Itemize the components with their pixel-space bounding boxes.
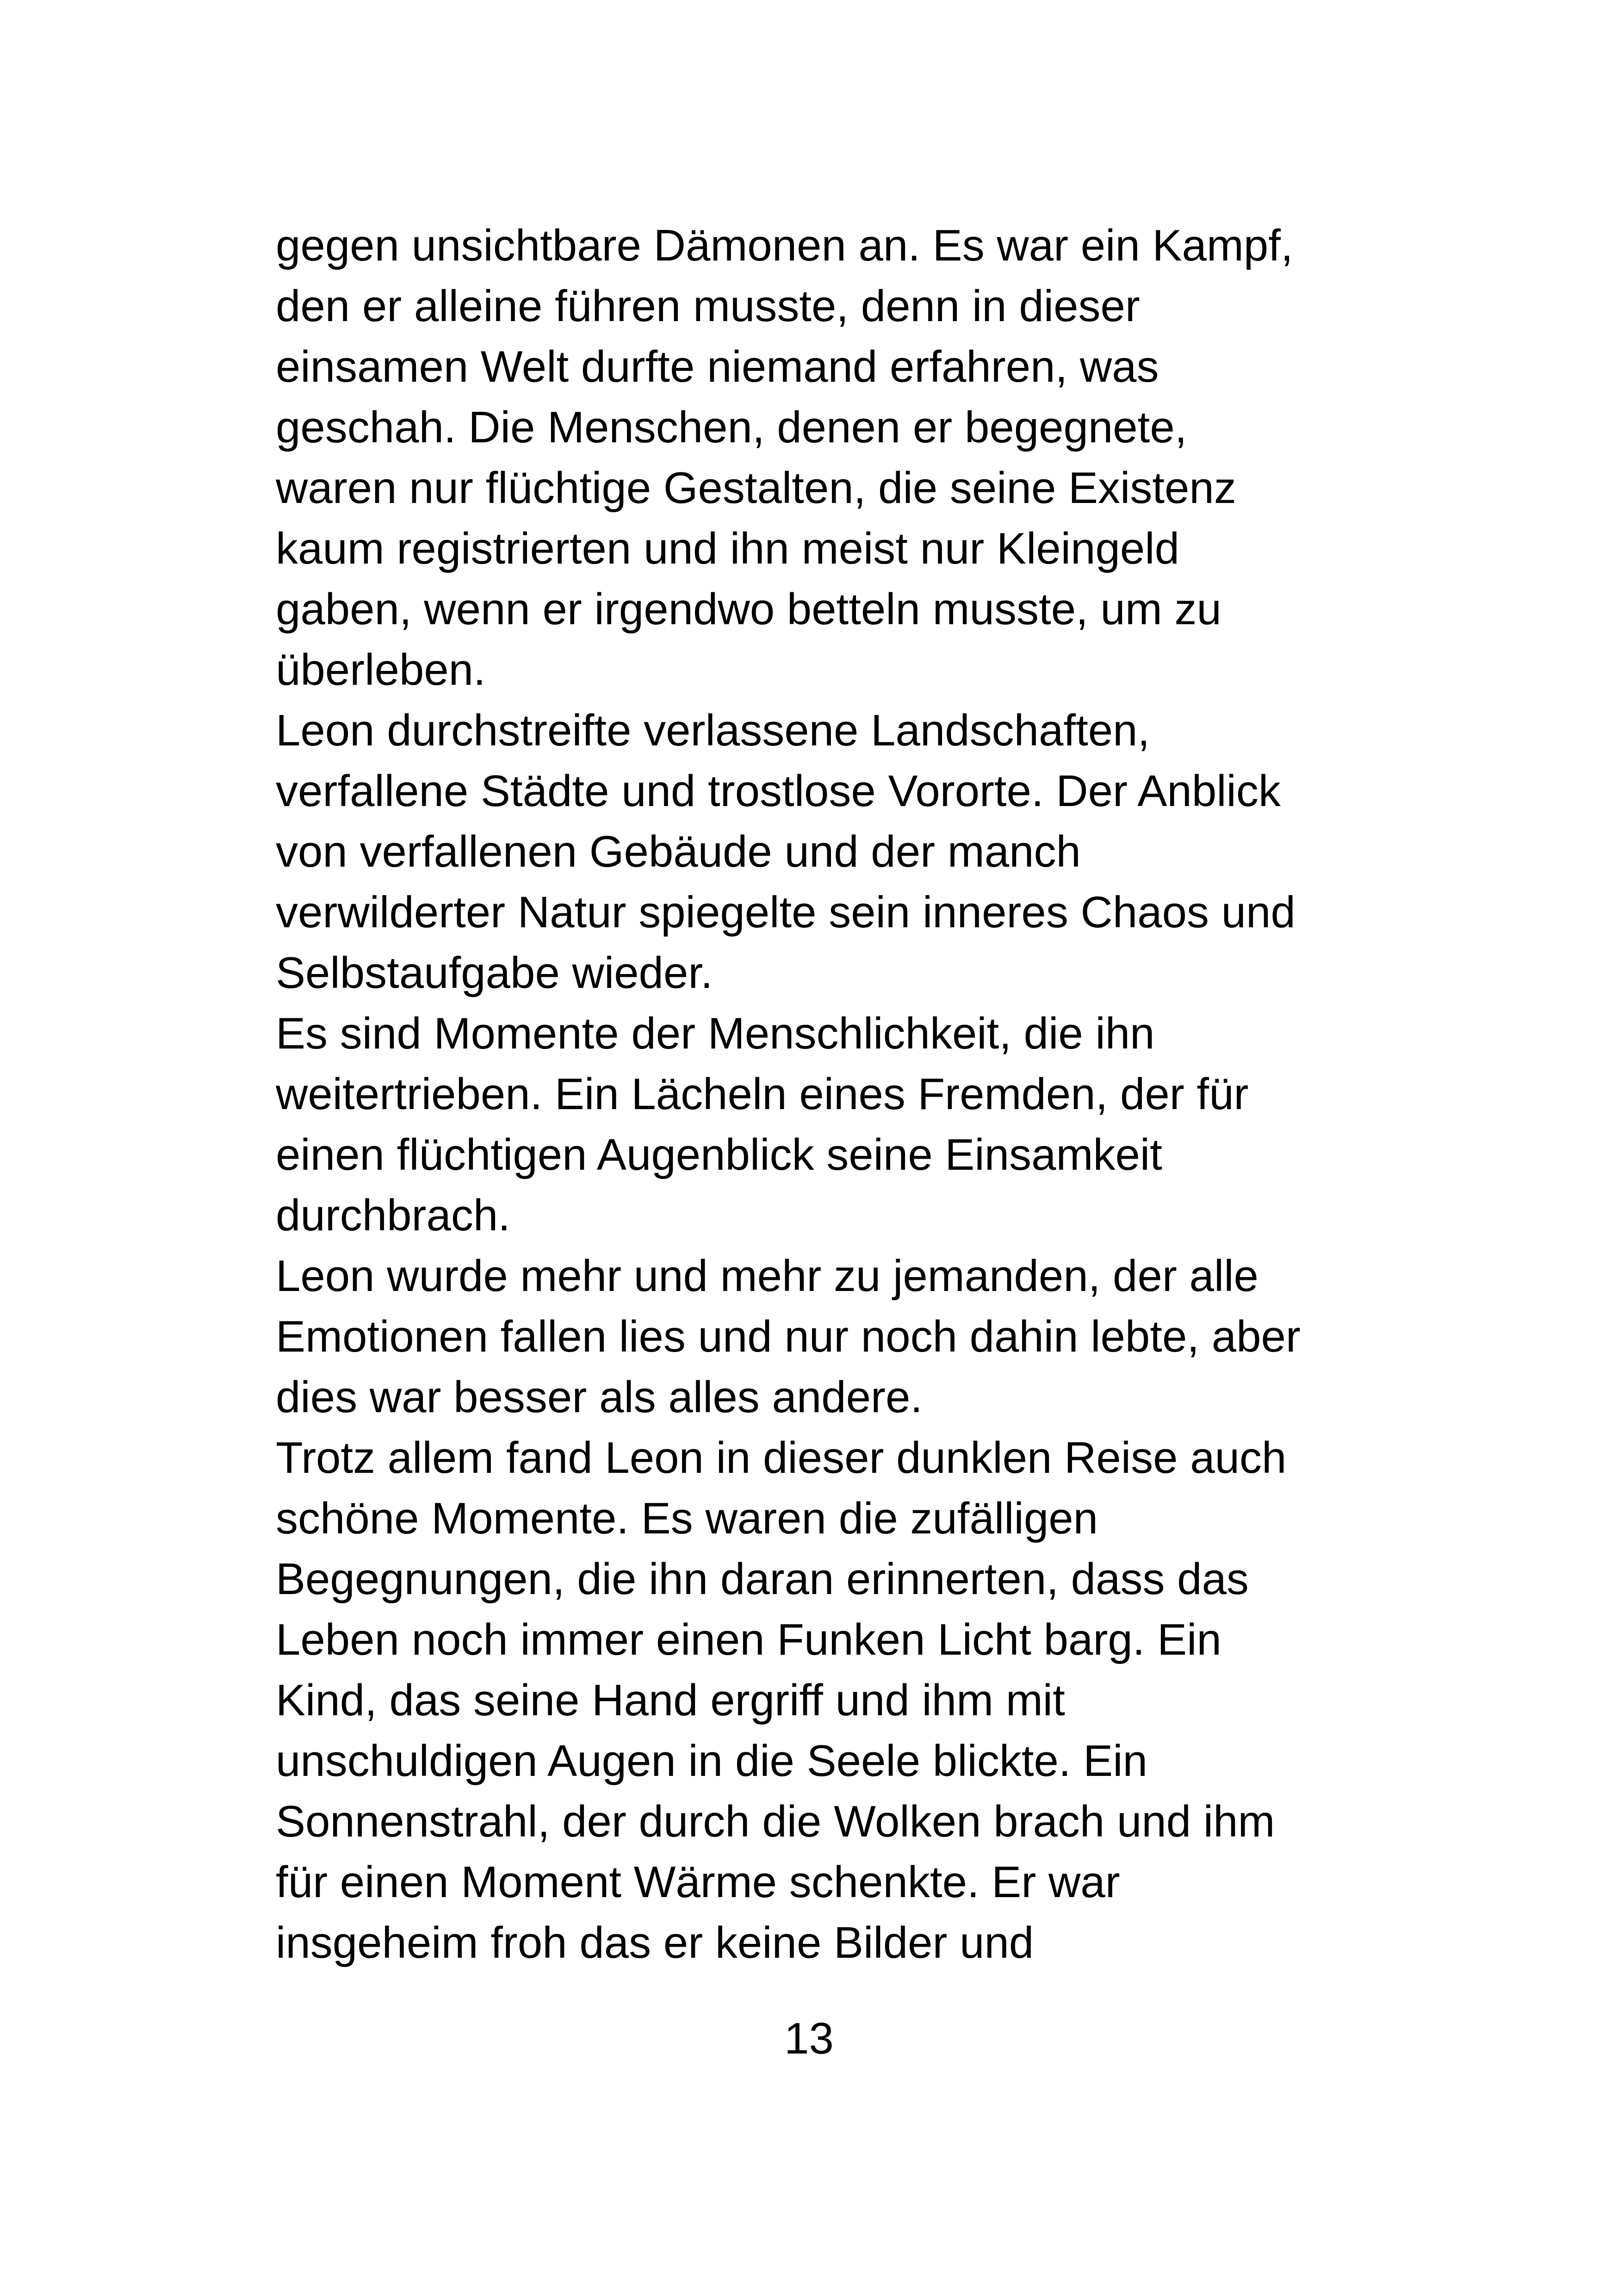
text-line: Leon durchstreifte verlassene Landschaften, xyxy=(276,706,1150,755)
body-text xyxy=(276,215,1386,1973)
text-line: Trotz allem fand Leon in dieser dunklen Reise auch xyxy=(276,1433,1287,1483)
text-line: überleben. xyxy=(276,645,486,695)
text-line: weitertrieben. Ein Lächeln eines Fremden, der für xyxy=(276,1069,1249,1119)
text-line: Leon wurde mehr und mehr zu jemanden, der alle xyxy=(276,1251,1258,1301)
text-line: Leben noch immer einen Funken Licht barg. Ein xyxy=(276,1615,1221,1664)
text-line: Kind, das seine Hand ergriff und ihm mit xyxy=(276,1675,1065,1725)
text-line: geschah. Die Menschen, denen er begegnete, xyxy=(276,403,1187,452)
text-line: verfallene Städte und trostlose Vororte. Der Anblick xyxy=(276,766,1281,816)
text-line: kaum registrierten und ihn meist nur Kleingeld xyxy=(276,524,1179,573)
text-line: waren nur flüchtige Gestalten, die seine Existenz xyxy=(276,463,1236,513)
text-line: Selbstaufgabe wieder. xyxy=(276,948,713,998)
page-number: 13 xyxy=(784,2014,834,2063)
text-line: den er alleine führen musste, denn in dieser xyxy=(276,281,1140,331)
text-line: gaben, wenn er irgendwo betteln musste, um zu xyxy=(276,584,1221,634)
text-line: Begegnungen, die ihn daran erinnerten, dass das xyxy=(276,1554,1249,1604)
text-line: insgeheim froh das er keine Bilder und xyxy=(276,1918,1034,1967)
text-line: Sonnenstrahl, der durch die Wolken brach und ihm xyxy=(276,1797,1275,1846)
text-line: einen flüchtigen Augenblick seine Einsamkeit xyxy=(276,1130,1162,1179)
text-line: Es sind Momente der Menschlichkeit, die ihn xyxy=(276,1009,1155,1058)
text-line: einsamen Welt durfte niemand erfahren, was xyxy=(276,342,1159,391)
text-line: verwilderter Natur spiegelte sein inneres Chaos und xyxy=(276,887,1296,937)
text-line: durchbrach. xyxy=(276,1191,510,1240)
text-line: gegen unsichtbare Dämonen an. Es war ein Kampf, xyxy=(276,221,1293,270)
text-line: Emotionen fallen lies und nur noch dahin lebte, aber xyxy=(276,1312,1301,1361)
text-line: schöne Momente. Es waren die zufälligen xyxy=(276,1494,1098,1543)
text-line: unschuldigen Augen in die Seele blickte. Ein xyxy=(276,1736,1147,1786)
text-line: von verfallenen Gebäude und der manch xyxy=(276,827,1081,876)
text-line: dies war besser als alles andere. xyxy=(276,1372,923,1422)
text-line: für einen Moment Wärme schenkte. Er war xyxy=(276,1857,1120,1907)
